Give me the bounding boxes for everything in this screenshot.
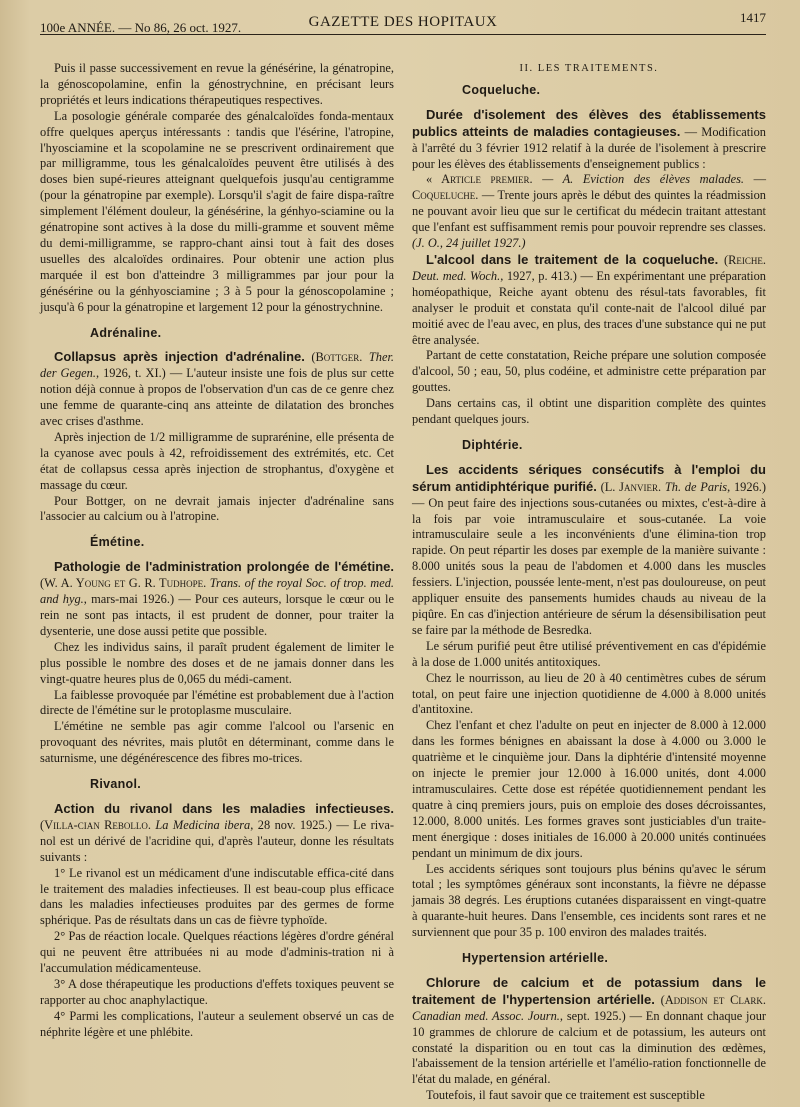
article-diphterie (412, 462, 766, 639)
paragraph: L'émétine ne semble pas agir comme l'alcool ou l'arsenic en provoquant des névrites, mais plutôt en déterminant, comme dans le saturnisme, une dégénérescence des fibres mo-trices. (40, 719, 394, 766)
part-heading: II. LES TRAITEMENTS. (519, 63, 659, 74)
article-title: L'alcool dans le traitement de la coqueluche. (426, 251, 719, 267)
ref-author: (Reiche. (724, 252, 766, 267)
paragraph: Puis il passe successivement en revue la génésérine, la génatropine, la génoscopolamine, enfin la génostrychnine, en précisant leurs propriétés et leurs indications thérapeutiques respectives. (40, 61, 394, 107)
ref-detail: , 1926.) (727, 479, 766, 494)
article-columns (40, 61, 766, 1104)
ref-detail: , 28 nov. 1925.) (250, 817, 332, 832)
paragraph: La posologie générale comparée des génalcaloïdes fonda-mentaux offre quelques aperçus intéressants : tandis que l'ésérine, l'atropine, l'hyosciamine et la scopolamine ne se prescrivent ordinairement que par milligramme, tous les génalcaloïdes peuvent être utilisés à des doses bien supé-rieures atteignant quelquefois jusqu'au centigramme (pour la génatropine par exemple). Lorsqu'il s'agit de faire dispa-raître simplement l'élément douleur, la génésérine, la génhyo-sciamine ou la génatropine sont actives à la dose du milli-gramme et souvent même du demi-milligramme, se rappro-chant ainsi tout à fait des doses usuelles des alcaloïdes ordinaires. Pour obtenir une action plus marquée il est bon d'atteindre 3 milligrammes par jour pour la génésérine ou la génhyosciamine ; 3 à 5 pour la génoscopolamine ; jusqu'à 6 pour la génatropine et largement 12 pour la génostrychnine. (40, 108, 394, 314)
paragraph-text: — L'auteur insiste une fois de plus sur cette notion déjà connue à propos de l'observation d'un cas de ce genre chez une femme de quarante-cinq ans atteinte de dilatation des bronches avec crises d'asthme. (40, 366, 395, 429)
list-item: 3° A dose thérapeutique les productions d'effets toxiques peuvent se rapporter au choc anaphylactique. (40, 976, 394, 1007)
article-title: Chlorure de calcium et de potassium dans le traitement de l'hypertension artérielle. (412, 974, 766, 1007)
article-alcool (412, 252, 766, 348)
paragraph: Pour Bottger, on ne devrait jamais injecter d'adrénaline sans l'associer au calcium ou à l'atropine. (40, 493, 394, 524)
paragraph: Dans certains cas, il obtint une disparition complète des quintes pendant quelques jours. (412, 396, 766, 427)
article-adrenaline: Collapsus après injection d'adrénaline. (Bottger. Ther. der Gegen., 1926, t. XI.) — L'auteur insiste une fois de plus sur cette notion déjà connue à propos de l'observation d'un cas de ce genre chez une femme de quarante-cinq ans atteinte de dilatation des bronches avec crises d'asthme. (40, 349, 395, 429)
page-header (40, 8, 766, 35)
paragraph: Chez le nourrisson, au lieu de 20 à 40 centimètres cubes de sérum total, on peut faire une injection quotidienne de 4.000 à 8.000 unités d'antitoxine. (412, 670, 766, 717)
paragraph-text: — On peut faire des injections sous-cutanées ou mixtes, c'est-à-dire à la fois par voie intramusculaire et sous-cutanée. La voie intramusculaire seule a les inconvénients d'une élimina-tion trop rapide. On peut répartir les doses par exemple de la manière suivante : 8.000 unités sous la peau de l'abdomen et 4.000 dans les muscles fessiers. L'injection, poussée lente-ment, n'est pas douloureuse, on peut appliquer ensuite des pansements humides chauds au niveau de la piqûre. En cas d'injection antérieure de sérum la désensibilisation peut se faire par la méthode de Besredka. (412, 495, 766, 637)
article-rivanol (40, 801, 394, 866)
quote-subhead: — A. Eviction des élèves malades. (542, 172, 745, 187)
list-item: 2° Pas de réaction locale. Quelques réactions légères d'ordre général qui ne peuvent être attribuées ni au mode d'adminis-tration ni à l'accumulation médicamenteuse. (40, 929, 394, 976)
page-number: 1417 (740, 10, 766, 25)
paragraph: Les accidents sériques sont toujours plus bénins qu'avec le sérum total ; les symptômes généraux sont inconstants, la fièvre ne dépasse jamais 38 degrés. Les éruptions cutanées disparaissent en vingt-quatre à quarante-huit heures. Dans l'ensemble, ces incidents sont rares et ne surviennent que pour 35 p. 100 environ des malades traités. (412, 861, 766, 940)
list-item: 1° Le rivanol est un médicament d'une indiscutable effica-cité dans le traitement des maladies infectieuses. Il est beau-coup plus efficace dans les maladies infectieuses produites par des germes de forme sphérique. Pas de résultats dans un cas de fièvre typhoïde. (40, 865, 394, 928)
paragraph: Le sérum purifié peut être utilisé préventivement en cas d'épidémie à la dose de 1.000 unités antitoxiques. (412, 638, 766, 669)
article-title: Pathologie de l'administration prolongée de l'émétine. (54, 559, 394, 575)
ref-author: (L. Janvier. (600, 479, 662, 494)
article-title: Action du rivanol dans les maladies infectieuses. (54, 800, 394, 816)
publication-title: GAZETTE DES HOPITAUX (308, 14, 498, 30)
ref-journal: Canadian med. Assoc. Journ. (412, 1008, 560, 1023)
section-heading-coqueluche: Coqueluche. (462, 82, 541, 97)
ref-journal: Trans. of the royal Soc. of trop. med. and hyg. (40, 576, 395, 607)
paragraph: Après injection de 1/2 milligramme de suprarénine, elle présenta de la cyanose avec pouls à 42, refroidissement des extrémités, etc. Cet état de collapsus cessa après injection de strophantus, d'oxygène et massage du cœur. (40, 429, 394, 492)
ref-detail: , 1927, p. 413.) (500, 268, 577, 283)
issue-info: 100e ANNÉE. — No 86, 26 oct. 1927. (40, 20, 242, 35)
section-heading-hypertension: Hypertension artérielle. (462, 951, 609, 966)
article-emetine (40, 559, 394, 640)
quoted-decree (412, 172, 766, 252)
paragraph: Partant de cette constatation, Reiche prépare une solution composée d'alcool, 50 ; eau, 50, plus codéine, et administre cette préparation par gouttes. (412, 348, 766, 395)
paragraph: Toutefois, il faut savoir que ce traitement est susceptible (426, 1088, 705, 1103)
ref-journal: Ther. der Gegen. (40, 350, 394, 381)
paragraph-text: — En expérimentant une préparation homéopathique, Reiche ayant obtenu des résul-tats favorables, fit analyser le produit et constata qu'il conte-nait de l'alcool dilué par moitié avec de l'eau avec, en plus, des traces d'une substance qui ne put être analysée. (412, 268, 766, 347)
quote-lead: « Article premier. (426, 172, 533, 187)
quote-text: — Trente jours après le début des quintes la réadmission ne pouvant avoir lieu que sur le certificat du médecin traitant attestant que l'enfant est suffisamment remis pour pouvoir reprendre ses classes. (412, 188, 766, 235)
paragraph-text: — Pour ces auteurs, lorsque le cœur ou le rein ne sont pas intacts, il est prudent de donner, pour traiter la dysenterie, une dose aussi petite que possible. (40, 592, 394, 638)
ref-author: (Villa-cian Rebollo. (40, 817, 151, 832)
quote-ref: (J. O., 24 juillet 1927.) (412, 236, 526, 251)
section-heading-emetine: Émétine. (90, 535, 145, 550)
ref-journal: La Medicina ibera (155, 817, 251, 832)
paragraph-text: — Le riva-nol est un dérivé de l'acridine qui, d'après l'auteur, donne les résultats suivants : (40, 817, 394, 864)
paragraph: Chez les individus sains, il paraît prudent également de limiter le plus possible le nombre des doses et de ne jamais donner dans les vingt-quatre heures plus de 0,065 du médi-cament. (40, 639, 394, 686)
ref-detail: , mars-mai 1926.) (83, 592, 175, 607)
paragraph-text: — Modification à l'arrêté du 3 février 1912 relatif à la durée de l'isolement à prescrire pour les élèves des établissements d'enseignement publics : (412, 124, 766, 171)
ref-author: Bottger. (315, 350, 363, 365)
article-title: Collapsus après injection d'adrénaline. (54, 349, 305, 365)
ref-author: (W. A. Young et G. R. Tudhope. (40, 576, 207, 591)
ref-detail: , sept. 1925.) (559, 1008, 626, 1023)
right-column (412, 61, 766, 1104)
left-column (40, 61, 394, 1104)
quote-disease: — Coqueluche. (412, 172, 766, 203)
paragraph: Chez l'enfant et chez l'adulte on peut en injecter de 8.000 à 12.000 dans les formes bénignes en abaissant la dose à 4.000 ou 3.000 le quatrième et le cinquième jour. Dans la diphtérie d'intensité moyenne on injecte le premier jour 12.000 à 16.000 unités, dont 4.000 intramusculaires. Cette dose est répétée quotidiennement pendant les quatre à cinq premiers jours, puis on emploie des doses décroissantes, 12.000, 8.000 unités. Les formes graves sont justiciables d'un traite-ment énergique : doses initiales de 16.000 à 20.000 unités continuées pendant un minimum de dix jours. (412, 718, 766, 860)
list-item: 4° Parmi les complications, l'auteur a seulement observé un cas de néphrite légère et une phlébite. (40, 1008, 394, 1039)
ref-author: (Addison et Clark. (660, 992, 766, 1007)
rivanol-results-list (40, 866, 394, 1041)
article-isolement (412, 107, 766, 173)
article-title: Durée d'isolement des élèves des établissements publics atteints de maladies contagieuses. (412, 106, 766, 139)
section-heading-adrenaline: Adrénaline. (90, 325, 162, 340)
section-heading-rivanol: Rivanol. (90, 777, 142, 792)
ref-journal: Deut. med. Woch. (412, 268, 501, 283)
paragraph-text: — En donnant chaque jour 10 grammes de chlorure de calcium et de potassium, les auteurs ont constaté la disparition ou en tout cas la diminution des œdèmes, l'abaissement de la tension artérielle et l'amélio-ration fonctionnelle de l'état du malade, en général. (412, 1008, 767, 1087)
paragraph: La faiblesse provoquée par l'émétine est probablement due à l'action directe de l'émétine sur le protoplasme musculaire. (40, 687, 394, 718)
article-title: Les accidents sériques consécutifs à l'emploi du sérum antidiphtérique purifié. (412, 461, 766, 494)
section-heading-diphterie: Diphtérie. (462, 437, 523, 452)
ref-journal: Th. de Paris (664, 479, 728, 494)
ref-detail: , 1926, t. XI.) (95, 366, 166, 381)
article-hypertension (412, 975, 766, 1088)
